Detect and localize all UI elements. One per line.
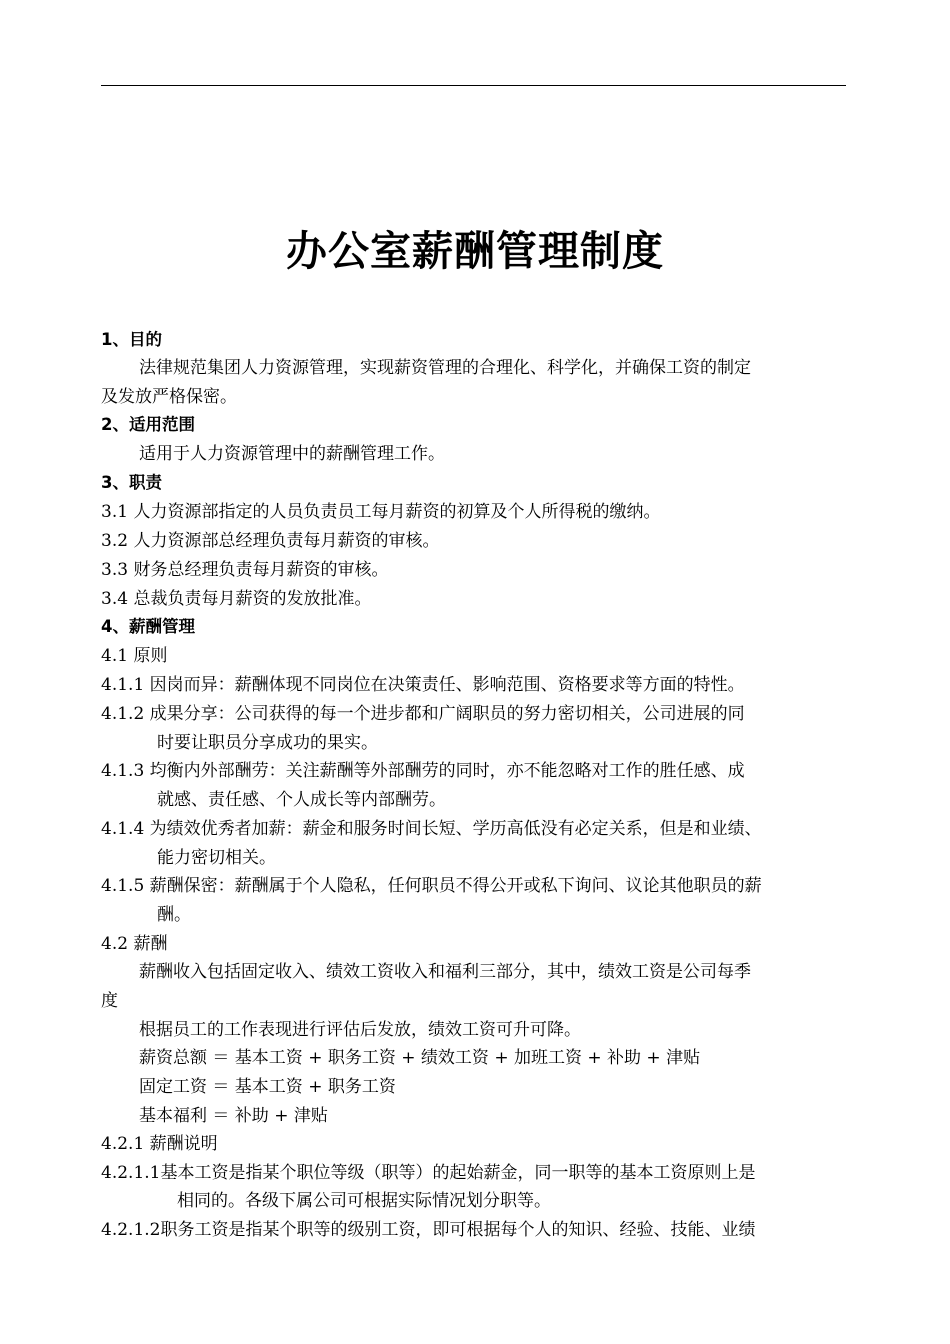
paragraph-line: 法律规范集团人力资源管理，实现薪资管理的合理化、科学化，并确保工资的制定 — [139, 358, 751, 378]
list-item: 4.1.4 为绩效优秀者加薪：薪金和服务时间长短、学历高低没有必定关系，但是和业绩、 — [101, 819, 762, 839]
section-heading-compensation: 4、薪酬管理 — [101, 617, 195, 636]
formula-line: 固定工资 ＝ 基本工资 + 职务工资 — [139, 1077, 396, 1097]
list-item: 3.3 财务总经理负责每月薪资的审核。 — [101, 560, 389, 580]
list-item: 3.1 人力资源部指定的人员负责员工每月薪资的初算及个人所得税的缴纳。 — [101, 502, 661, 522]
header-rule — [101, 85, 846, 86]
paragraph-line: 根据员工的工作表现进行评估后发放，绩效工资可升可降。 — [139, 1020, 581, 1040]
document-title: 办公室薪酬管理制度 — [286, 227, 664, 275]
list-item: 4.1.5 薪酬保密：薪酬属于个人隐私，任何职员不得公开或私下询问、议论其他职员的薪 — [101, 876, 762, 896]
list-item: 3.4 总裁负责每月薪资的发放批准。 — [101, 589, 372, 609]
subsection-heading: 4.1 原则 — [101, 646, 168, 666]
paragraph-line: 及发放严格保密。 — [101, 387, 237, 407]
list-item: 3.2 人力资源部总经理负责每月薪资的审核。 — [101, 531, 440, 551]
subsection-heading: 4.2 薪酬 — [101, 934, 168, 954]
list-item: 4.1.1 因岗而异：薪酬体现不同岗位在决策责任、影响范围、资格要求等方面的特性。 — [101, 675, 745, 695]
formula-line: 薪资总额 ＝ 基本工资 + 职务工资 + 绩效工资 + 加班工资 + 补助 + 津贴 — [139, 1048, 701, 1068]
section-heading-duties: 3、职责 — [101, 473, 162, 492]
section-heading-purpose: 1、目的 — [101, 330, 162, 349]
formula-line: 基本福利 ＝ 补助 + 津贴 — [139, 1106, 328, 1126]
list-item-continuation: 能力密切相关。 — [157, 848, 276, 868]
list-item: 4.2.1.1基本工资是指某个职位等级（职等）的起始薪金，同一职等的基本工资原则上是 — [101, 1163, 756, 1183]
list-item: 4.1.3 均衡内外部酬劳：关注薪酬等外部酬劳的同时，亦不能忽略对工作的胜任感、成 — [101, 761, 745, 781]
list-item-continuation: 相同的。各级下属公司可根据实际情况划分职等。 — [177, 1191, 551, 1211]
subsection-heading: 4.2.1 薪酬说明 — [101, 1134, 218, 1154]
paragraph-line: 度 — [101, 991, 118, 1011]
list-item-continuation: 时要让职员分享成功的果实。 — [157, 733, 378, 753]
paragraph-line: 适用于人力资源管理中的薪酬管理工作。 — [139, 444, 445, 464]
list-item-continuation: 酬。 — [157, 905, 191, 925]
section-heading-scope: 2、适用范围 — [101, 415, 195, 434]
list-item: 4.2.1.2职务工资是指某个职等的级别工资，即可根据每个人的知识、经验、技能、业绩 — [101, 1220, 756, 1240]
list-item: 4.1.2 成果分享：公司获得的每一个进步都和广阔职员的努力密切相关，公司进展的同 — [101, 704, 745, 724]
list-item-continuation: 就感、责任感、个人成长等内部酬劳。 — [157, 790, 446, 810]
paragraph-line: 薪酬收入包括固定收入、绩效工资收入和福利三部分，其中，绩效工资是公司每季 — [139, 962, 751, 982]
